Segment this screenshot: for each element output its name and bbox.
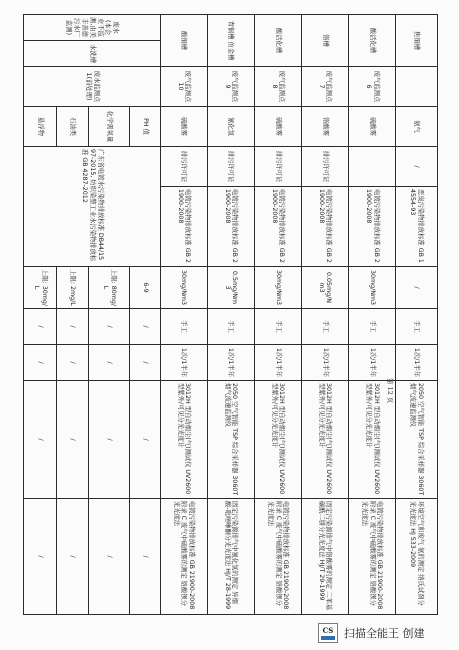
analysis-method-cell: 电镀污染物排放标准 GB 21900-2008 附录 C 废气中硫酸雾的测定 铬酸钡分光光度法 xyxy=(348,499,395,615)
method-cell: 手工 xyxy=(301,309,348,345)
watermark-text: 扫描全能王 创建 xyxy=(344,627,425,640)
source-cell: 水洗槽 xyxy=(24,41,161,67)
analysis-method-cell: / xyxy=(129,499,160,615)
frequency-cell: 1次/1半年 xyxy=(395,345,437,381)
analysis-method-cell: / xyxy=(57,499,89,615)
instrument-cell: / xyxy=(129,381,160,499)
logo-text: CS xyxy=(322,625,334,635)
analysis-method-cell: 固定污染源排气中氰化氢的测定 异烟酸-吡唑啉酮分光光度法 HJ/T 28-1999 xyxy=(207,499,254,615)
monitoring-table xyxy=(23,14,438,615)
limit-cell: 0.05mg/Nm3 xyxy=(301,267,348,309)
standard-cell: 电镀污染物排放标准 GB 21900-2008 xyxy=(254,187,301,267)
limit-cell: 上限: 30mg/L xyxy=(24,267,57,309)
method-cell: 手工 xyxy=(348,309,395,345)
basis-cell: 排污许可证 xyxy=(301,147,348,187)
pollutant-cell: 氰化氢 xyxy=(207,107,254,147)
monitor-point-cell: 废气监测点 10 xyxy=(160,67,207,107)
rotated-monitoring-table xyxy=(23,14,438,614)
instrument-cell: / xyxy=(57,381,89,499)
method-cell: 手工 xyxy=(254,309,301,345)
source-cell: 酸铜槽 xyxy=(160,15,207,67)
basis-cell: 排污许可证 xyxy=(254,147,301,187)
limit-cell: 0.5mg/Nm3 xyxy=(207,267,254,309)
wastewater-category-cell: 废水(本企业不监测,由美丰善德污水厂监测) xyxy=(24,15,161,41)
table-row xyxy=(254,15,301,615)
pollutant-cell: 硫酸雾 xyxy=(348,107,395,147)
pollutant-cell: 化学需氧量 xyxy=(88,107,129,147)
camscanner-logo-icon xyxy=(318,623,338,643)
table-row xyxy=(301,15,348,615)
instrument-cell: 3012H 型自动烟尘(气)测试仪 UV2600 型紫外/可见分光光度计 xyxy=(254,381,301,499)
monitor-point-cell: 废气监测点 7 xyxy=(301,67,348,107)
limit-cell: 30mg/Nm3 xyxy=(160,267,207,309)
table-row xyxy=(207,15,254,615)
standard-cell: 恶臭污染物排放标准 GB 14554-93 xyxy=(395,187,437,267)
instrument-cell: 3012H 型自动烟尘(气)测试仪 UV2600 型紫外/可见分光光度计 xyxy=(301,381,348,499)
table-row xyxy=(129,15,160,615)
instrument-cell: / xyxy=(88,381,129,499)
analysis-method-cell: / xyxy=(24,499,57,615)
monitor-point-cell xyxy=(395,67,437,107)
pollutant-cell: PH 值 xyxy=(129,107,160,147)
frequency-cell: 1次/1半年 xyxy=(160,345,207,381)
frequency-cell: / xyxy=(57,345,89,381)
scanner-watermark xyxy=(318,624,425,642)
instrument-cell: 3012H 型自动烟尘(气)测试仪 UV2600 型紫外/可见分光光度计 xyxy=(160,381,207,499)
instrument-cell: 2050 空气智能 TSP 综合采样器 3060T 烟气流速监测仪 xyxy=(395,381,437,499)
limit-cell: / xyxy=(395,267,437,309)
monitor-point-cell: 废气监测点 9 xyxy=(207,67,254,107)
frequency-cell: / xyxy=(129,345,160,381)
frequency-cell: / xyxy=(24,345,57,381)
instrument-cell: 2050 空气智能 TSP 综合采样器 3060T 烟气流速监测仪 xyxy=(207,381,254,499)
source-cell: 酸活化槽 xyxy=(254,15,301,67)
source-cell: 酸活化槽 xyxy=(348,15,395,67)
pollutant-cell: 悬浮物 xyxy=(24,107,57,147)
frequency-cell: / xyxy=(88,345,129,381)
method-cell: 手工 xyxy=(395,309,437,345)
table-row xyxy=(160,15,207,615)
method-cell: 手工 xyxy=(160,309,207,345)
instrument-cell: 3012H 型自动烟尘(气)测试仪 UV2600 型紫外/可见分光光度计 xyxy=(348,381,395,499)
frequency-cell: 1次/1半年 xyxy=(207,345,254,381)
table-row xyxy=(348,15,395,615)
method-cell: / xyxy=(24,309,57,345)
monitor-point-cell: 废气监测点 6 xyxy=(348,67,395,107)
pollutant-cell: 硫酸雾 xyxy=(254,107,301,147)
basis-cell: 排污许可证 xyxy=(207,147,254,187)
monitor-point-cell: 废气监测点 8 xyxy=(254,67,301,107)
analysis-method-cell: 电镀污染物排放标准 GB 21900-2008 附录 C 废气中硫酸雾的测定 铬酸钡分光光度法 xyxy=(160,499,207,615)
pollutant-cell: 氨气 xyxy=(395,107,437,147)
pollutant-cell: 硫酸雾 xyxy=(160,107,207,147)
instrument-cell: / xyxy=(24,381,57,499)
analysis-method-cell: 电镀污染物排放标准 GB 21900-2008 附录 C 废气中硫酸雾的测定 铬酸钡分光光度法 xyxy=(254,499,301,615)
method-cell: / xyxy=(88,309,129,345)
frequency-cell: 1次/1半年 xyxy=(301,345,348,381)
limit-cell: 上限: 80mg/L xyxy=(88,267,129,309)
standard-cell: 电镀污染物排放标准 GB 21900-2008 xyxy=(160,187,207,267)
standard-cell: 电镀污染物排放标准 GB 21900-2008 xyxy=(348,187,395,267)
analysis-method-cell: 环境空气和废气 氨的测定 纳氏试剂分光光度法 HJ 533-2009 xyxy=(395,499,437,615)
frequency-cell: 1次/1半年 xyxy=(348,345,395,381)
limit-cell: 上限: 2mg/L xyxy=(57,267,89,309)
standard-cell: 电镀污染物排放标准 GB 21900-2008 xyxy=(207,187,254,267)
source-cell: 焦铜槽 xyxy=(395,15,437,67)
method-cell: / xyxy=(57,309,89,345)
analysis-method-cell: / xyxy=(88,499,129,615)
source-cell: 青铜槽 仿金槽 xyxy=(207,15,254,67)
basis-cell xyxy=(348,147,395,187)
method-cell: 手工 xyxy=(207,309,254,345)
basis-cell: / xyxy=(395,147,437,187)
analysis-method-cell: 固定污染源排气中铬酸雾的测定 二苯基碳酰二肼分光光度法 HJ/T 29-1999 xyxy=(301,499,348,615)
page-number: 第 12 页 xyxy=(386,378,394,404)
table-row xyxy=(395,15,437,615)
limit-cell: 6-9 xyxy=(129,267,160,309)
source-cell: 铬槽 xyxy=(301,15,348,67)
standard-cell: 电镀污染物排放标准 GB 21900-2008 xyxy=(301,187,348,267)
limit-cell: 30mg/Nm3 xyxy=(348,267,395,309)
pollutant-cell: 铬酸雾 xyxy=(301,107,348,147)
frequency-cell: 1次/1半年 xyxy=(254,345,301,381)
standard-cell: 广东省电镀水污染物排放标准 DB44/1597-2015, 纺织染整工业水污染物排放标准 GB 4287-2012 xyxy=(24,147,161,267)
pollutant-cell: 石油类 xyxy=(57,107,89,147)
logo-bar xyxy=(321,636,335,640)
monitor-point-cell: 废水监测点 1(前处理) xyxy=(24,67,161,107)
limit-cell: 30mg/Nm3 xyxy=(254,267,301,309)
method-cell: / xyxy=(129,309,160,345)
basis-cell: 排污许可证 xyxy=(160,147,207,187)
